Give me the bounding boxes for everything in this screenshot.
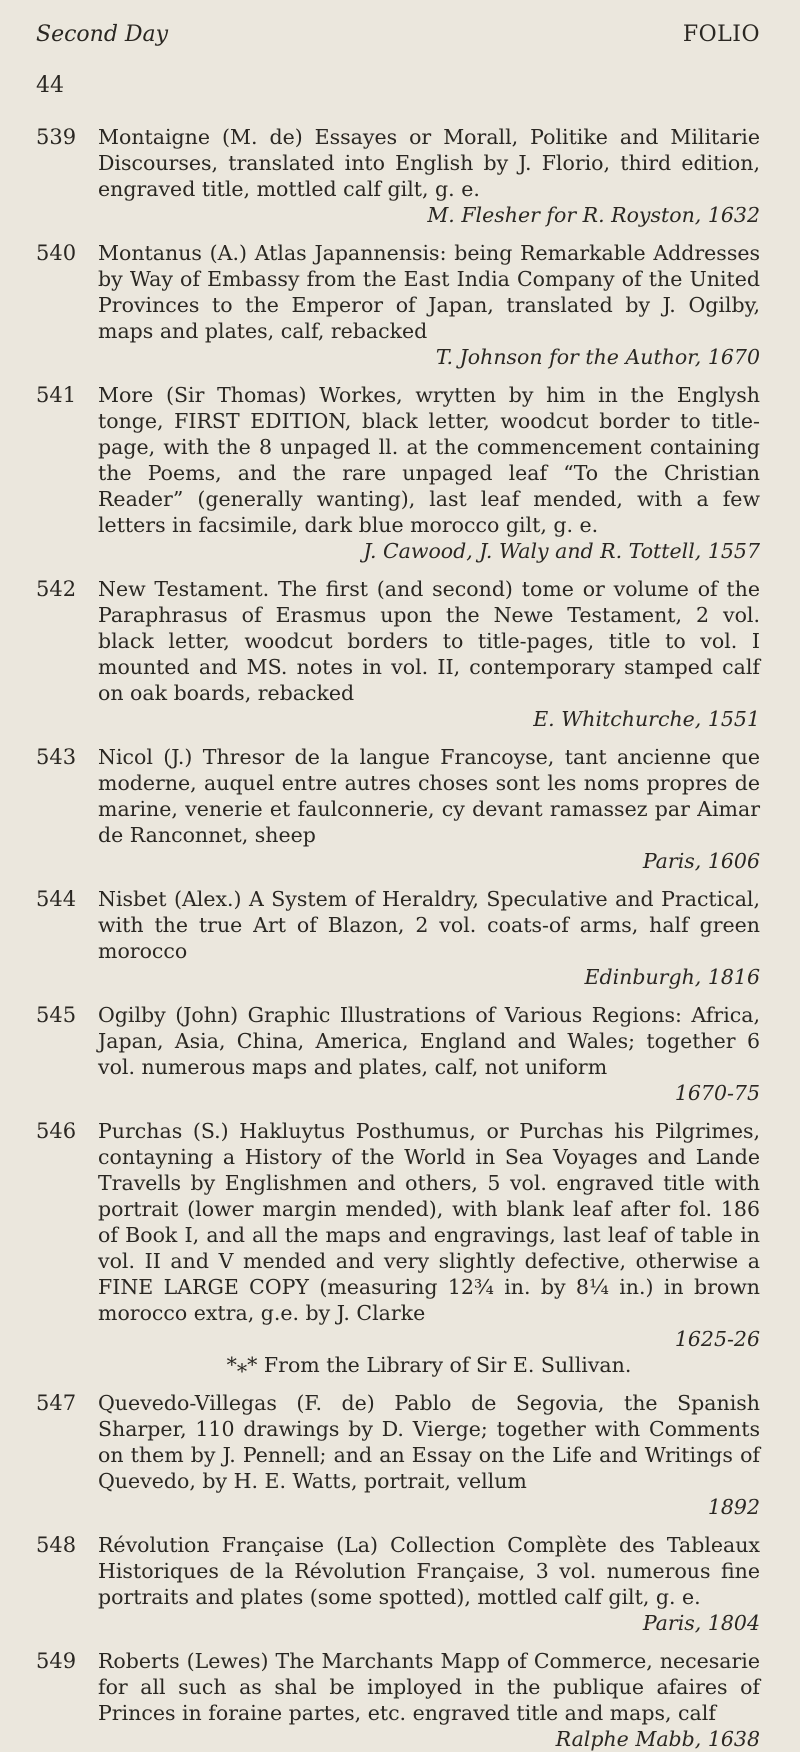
lot-body bbox=[98, 1118, 760, 1378]
lot-description: Nisbet (Alex.) A System of Heraldry, Speculative and Practical, with the true Art of Blazon, 2 vol. coats-of arms, half green morocco bbox=[98, 887, 760, 963]
lot-number: 544 bbox=[36, 887, 77, 911]
lot-imprint: 1625-26 bbox=[674, 1327, 760, 1351]
header-format: FOLIO bbox=[682, 22, 760, 47]
lot-imprint: T. Johnson for the Author, 1670 bbox=[435, 345, 760, 369]
lot-description: Nicol (J.) Thresor de la langue Francoyse, tant ancienne que moderne, auquel entre autres choses sont les noms propres de marine, venerie et faulconnerie, cy devant ramassez par Aimar de Ranconnet, sheep bbox=[98, 745, 760, 847]
lot-description: Purchas (S.) Hakluytus Posthumus, or Purchas his Pilgrimes, contayning a History of the World in Sea Voyages and Lande Travells by Englishmen and others, 5 vol. engraved title with portrait (lower margin mended), with blank leaf after fol. 186 of Book I, and all the maps and engravings, last leaf of table in vol. II and V mended and very slightly defective, otherwise a FINE LARGE COPY (measuring 12¾ in. by 8¼ in.) in brown morocco extra, g.e. by J. Clarke bbox=[98, 1119, 760, 1325]
lot-body bbox=[98, 576, 760, 732]
lot-list bbox=[36, 124, 760, 1752]
page-number: 44 bbox=[36, 73, 64, 98]
lot-body bbox=[98, 124, 760, 228]
lot-entry bbox=[36, 1390, 760, 1520]
lot-number: 545 bbox=[36, 1003, 77, 1027]
lot-number: 549 bbox=[36, 1649, 77, 1673]
lot-body bbox=[98, 1648, 760, 1752]
lot-entry bbox=[36, 886, 760, 990]
lot-entry bbox=[36, 744, 760, 874]
lot-body bbox=[98, 1532, 760, 1636]
lot-imprint: Paris, 1606 bbox=[642, 849, 760, 873]
provenance-note: *⁎* From the Library of Sir E. Sullivan. bbox=[226, 1353, 632, 1377]
lot-description: Montaigne (M. de) Essayes or Morall, Politike and Militarie Discourses, translated into English by J. Florio, third edition, engraved title, mottled calf gilt, g. e. bbox=[98, 125, 760, 201]
lot-body bbox=[98, 886, 760, 990]
lot-imprint: 1892 bbox=[707, 1495, 760, 1519]
lot-description: Révolution Française (La) Collection Complète des Tableaux Historiques de la Révolution Française, 3 vol. numerous fine portraits and plates (some spotted), mottled calf gilt, g. e. bbox=[98, 1533, 760, 1609]
lot-description: More (Sir Thomas) Workes, wrytten by him in the Englysh tonge, FIRST EDITION, black letter, woodcut border to title-page, with the 8 unpaged ll. at the commencement containing the Poems, and the rare unpaged leaf “To the Christian Reader” (generally wanting), last leaf mended, with a few letters in facsimile, dark blue morocco gilt, g. e. bbox=[98, 383, 760, 537]
lot-imprint: E. Whitchurche, 1551 bbox=[533, 707, 760, 731]
lot-entry bbox=[36, 1002, 760, 1106]
lot-entry bbox=[36, 576, 760, 732]
header-day: Second Day bbox=[36, 22, 169, 47]
page-header bbox=[36, 22, 760, 47]
lot-body bbox=[98, 1390, 760, 1520]
lot-imprint: Ralphe Mabb, 1638 bbox=[555, 1727, 760, 1751]
lot-entry bbox=[36, 124, 760, 228]
lot-number: 546 bbox=[36, 1119, 77, 1143]
lot-description: New Testament. The first (and second) tome or volume of the Paraphrasus of Erasmus upon the Newe Testament, 2 vol. black letter, woodcut borders to title-pages, title to vol. I mounted and MS. notes in vol. II, contemporary stamped calf on oak boards, rebacked bbox=[98, 577, 760, 705]
lot-description: Ogilby (John) Graphic Illustrations of Various Regions: Africa, Japan, Asia, China, America, England and Wales; together 6 vol. numerous maps and plates, calf, not uniform bbox=[98, 1003, 760, 1079]
lot-entry bbox=[36, 1118, 760, 1378]
lot-number: 548 bbox=[36, 1533, 77, 1557]
lot-body bbox=[98, 1002, 760, 1106]
lot-entry bbox=[36, 382, 760, 564]
lot-body bbox=[98, 382, 760, 564]
lot-imprint: Paris, 1804 bbox=[642, 1611, 760, 1635]
lot-description: Montanus (A.) Atlas Japannensis: being Remarkable Addresses by Way of Embassy from the East India Company of the United Provinces to the Emperor of Japan, translated by J. Ogilby, maps and plates, calf, rebacked bbox=[98, 241, 760, 343]
lot-number: 543 bbox=[36, 745, 77, 769]
lot-number: 539 bbox=[36, 125, 77, 149]
lot-number: 540 bbox=[36, 241, 77, 265]
lot-imprint: J. Cawood, J. Waly and R. Tottell, 1557 bbox=[363, 539, 760, 563]
lot-imprint: Edinburgh, 1816 bbox=[584, 965, 760, 989]
lot-body bbox=[98, 240, 760, 370]
lot-imprint: M. Flesher for R. Royston, 1632 bbox=[427, 203, 760, 227]
lot-number: 541 bbox=[36, 383, 77, 407]
lot-body bbox=[98, 744, 760, 874]
lot-entry bbox=[36, 1648, 760, 1752]
lot-description: Quevedo-Villegas (F. de) Pablo de Segovia, the Spanish Sharper, 110 drawings by D. Vierge; together with Comments on them by J. Pennell; and an Essay on the Life and Writings of Quevedo, by H. E. Watts, portrait, vellum bbox=[98, 1391, 760, 1493]
lot-entry bbox=[36, 1532, 760, 1636]
lot-imprint: 1670-75 bbox=[674, 1081, 760, 1105]
lot-number: 542 bbox=[36, 577, 77, 601]
lot-number: 547 bbox=[36, 1391, 77, 1415]
lot-description: Roberts (Lewes) The Marchants Mapp of Commerce, necesarie for all such as shal be imployed in the publique afaires of Princes in foraine partes, etc. engraved title and maps, calf bbox=[98, 1649, 760, 1725]
lot-entry bbox=[36, 240, 760, 370]
